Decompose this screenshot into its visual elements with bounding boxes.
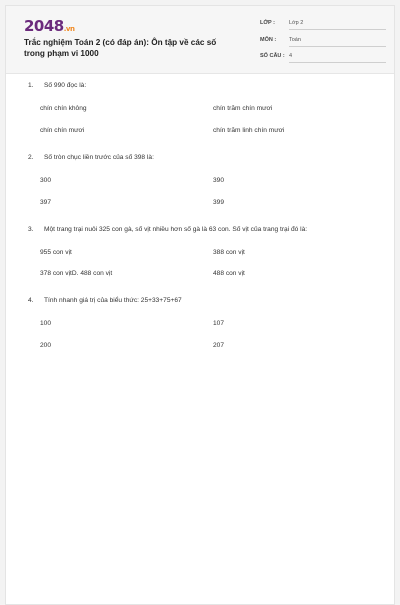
question-text: Một trang trại nuôi 325 con gà, số vịt nhiều hơn số gà là 63 con. Số vịt của trang trại đó là: [44, 226, 308, 233]
answer-option[interactable]: 399 [213, 199, 225, 206]
logo-text: 2048 [24, 17, 64, 35]
answer-option[interactable]: 100 [40, 320, 52, 327]
question-number: 2. [28, 154, 34, 161]
answer-option[interactable]: 378 con vịtD. 488 con vịt [40, 270, 113, 277]
meta-value: Lớp 2 [289, 20, 386, 30]
question-text: Số tròn chục liền trước của số 398 là: [44, 154, 154, 161]
answer-option[interactable]: 207 [213, 342, 225, 349]
answer-option[interactable]: chín chín mươi [40, 127, 85, 134]
answer-option[interactable]: 488 con vịt [213, 270, 245, 277]
answer-option[interactable]: 397 [40, 199, 52, 206]
worksheet-page [5, 5, 395, 605]
meta-key: LỚP : [260, 20, 275, 26]
answer-option[interactable]: 390 [213, 177, 225, 184]
answer-option[interactable]: 955 con vịt [40, 249, 72, 256]
answer-option[interactable]: chín trăm chín mươi [213, 105, 273, 112]
meta-row-subject [260, 35, 386, 49]
site-logo[interactable] [24, 17, 74, 35]
answer-option[interactable]: chín chín không [40, 105, 87, 112]
meta-key: MÔN : [260, 37, 277, 43]
worksheet-header [6, 6, 394, 74]
question-number: 1. [28, 82, 34, 89]
meta-row-count [260, 51, 386, 65]
meta-row-grade [260, 18, 386, 32]
meta-value: 4 [289, 53, 386, 63]
answer-option[interactable]: 388 con vịt [213, 249, 245, 256]
answer-option[interactable]: chín trăm linh chín mươi [213, 127, 285, 134]
meta-value: Toán [289, 37, 386, 47]
page-title: Trắc nghiệm Toán 2 (có đáp án): Ôn tập về các số trong phạm vi 1000 [24, 38, 217, 58]
answer-option[interactable]: 300 [40, 177, 52, 184]
question-text: Số 990 đọc là: [44, 82, 87, 89]
meta-key: SỐ CÂU : [260, 53, 285, 59]
answer-option[interactable]: 107 [213, 320, 225, 327]
question-number: 4. [28, 297, 34, 304]
logo-suffix: .vn [63, 25, 75, 33]
question-number: 3. [28, 226, 34, 233]
answer-option[interactable]: 200 [40, 342, 52, 349]
question-text: Tính nhanh giá trị của biểu thức: 25+33+75+67 [44, 297, 182, 304]
